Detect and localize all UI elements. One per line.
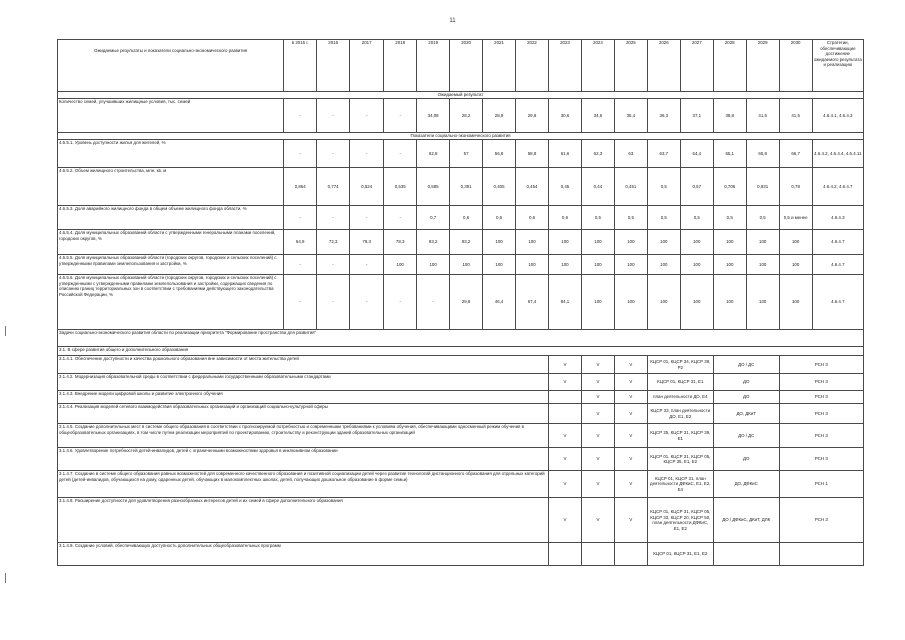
stage-mark: V bbox=[581, 374, 614, 391]
indicator-value: 0,5 bbox=[647, 168, 680, 206]
stage-mark: V bbox=[581, 498, 614, 543]
indicator-value: 38,8 bbox=[713, 99, 746, 133]
task-row bbox=[58, 448, 864, 471]
indicator-label: 4.6.5.3. Доля аварийного жилищного фонда в общем объеме жилищного фонда области, % bbox=[58, 206, 284, 230]
indicator-value: 0,585 bbox=[417, 168, 450, 206]
indicator-value: - bbox=[384, 206, 417, 230]
indicator-value: 34,6 bbox=[581, 99, 614, 133]
stage-mark: V bbox=[548, 448, 581, 471]
indicator-value: 62,8 bbox=[417, 140, 450, 168]
task-program: РСН 3 bbox=[779, 391, 863, 404]
indicator-value: 0,6 bbox=[450, 206, 483, 230]
indicator-value: 100 bbox=[516, 255, 549, 275]
strategy-ref: 4.6.4.3 bbox=[812, 206, 863, 230]
indicator-value: 0,864 bbox=[284, 168, 317, 206]
task-label: 3.1.4.7. Создание в системе общего образования равных возможностей для современного качественного образования и позитивной социализации детей через развитие технологий дистанционного образования для отдельных категорий детей (детей-инвалидов, обучающихся на дому, одаренных детей, обучающих в малокомплектных школах, детей, получающих дошкольное образование в форме семьи) bbox=[58, 471, 549, 498]
indicator-value: 0,6 bbox=[548, 206, 581, 230]
indicator-value: - bbox=[384, 99, 417, 133]
indicator-value: 0,5 bbox=[680, 206, 713, 230]
task-projects: КЦСР 25, КЦСР 31, КЦСР 39, Е1 bbox=[647, 424, 713, 448]
task-executors: ДО, ДФКиС bbox=[713, 471, 779, 498]
task-executors: ДО bbox=[713, 448, 779, 471]
indicator-value: - bbox=[317, 206, 350, 230]
indicator-row bbox=[58, 275, 864, 330]
year-header: 2022 bbox=[516, 40, 549, 92]
indicator-header: Ожидаемые результаты и показатели социально-экономического развития bbox=[58, 40, 284, 92]
indicator-value: 100 bbox=[713, 275, 746, 330]
indicator-value: 0,774 bbox=[317, 168, 350, 206]
indicator-value: 0,391 bbox=[450, 168, 483, 206]
indicator-value: - bbox=[284, 275, 317, 330]
task-projects: КЦСР 01, КЦСР 34, КЦСР 39, Р2 bbox=[647, 356, 713, 374]
margin-mark bbox=[5, 573, 6, 583]
indicator-value: - bbox=[284, 255, 317, 275]
strategy-ref: 4.6.4.1, 4.6.4.3 bbox=[812, 99, 863, 133]
indicator-value: 100 bbox=[647, 230, 680, 255]
task-program: РСН 3 bbox=[779, 356, 863, 374]
indicator-value: 100 bbox=[516, 230, 549, 255]
task-label: 3.1.4.5. Создание дополнительных мест в системе общего образования в соответствии с прогнозируемой потребностью и современными требованиями к условиям обучения, обеспечивающими односменный режим обучения в общеобразовательных организациях, в том числе путем реализации мероприятий по проектированию, строительству и реконструкции зданий образовательных организаций bbox=[58, 424, 549, 448]
stage-mark bbox=[548, 404, 581, 424]
year-header: 2028 bbox=[713, 40, 746, 92]
stage-mark: V bbox=[581, 404, 614, 424]
indicator-value: 67,4 bbox=[516, 275, 549, 330]
strategy-ref: 4.6.4.7 bbox=[812, 230, 863, 255]
indicator-value: 100 bbox=[746, 230, 779, 255]
indicator-value: 100 bbox=[713, 230, 746, 255]
indicator-value: 56,8 bbox=[483, 140, 516, 168]
task-label: 3.1.4.3. Внедрение модели цифровой школы и развитие электронного обучения bbox=[58, 391, 549, 404]
year-header: 2027 bbox=[680, 40, 713, 92]
task-projects: КЦСР 01, КЦСР 31, КЦСР 05, КЦСР 33, КЦСР 20, КЦСР 50, план деятельности ДФКиС, Е1, Е2 bbox=[647, 498, 713, 543]
task-label: 3.1.4.9. Создание условий, обеспечивающих доступность дополнительных общеобразовательных программ bbox=[58, 543, 549, 566]
indicator-value: 0,524 bbox=[350, 168, 384, 206]
year-header: 2016 bbox=[317, 40, 350, 92]
indicator-value: 100 bbox=[614, 230, 647, 255]
task-row bbox=[58, 374, 864, 391]
table-body bbox=[58, 40, 864, 566]
year-header: 2019 bbox=[417, 40, 450, 92]
indicator-row bbox=[58, 230, 864, 255]
indicator-value: 58,8 bbox=[516, 140, 549, 168]
task-row bbox=[58, 424, 864, 448]
task-program: РСН 3 bbox=[779, 374, 863, 391]
indicator-value: - bbox=[317, 255, 350, 275]
task-executors: ДО / ДФКиС, ДКиТ, ДЛК bbox=[713, 498, 779, 543]
stage-mark: V bbox=[548, 374, 581, 391]
indicator-value: - bbox=[350, 99, 384, 133]
stage-mark: V bbox=[581, 448, 614, 471]
indicator-row bbox=[58, 168, 864, 206]
indicator-value: 78,3 bbox=[350, 230, 384, 255]
indicator-value: 100 bbox=[483, 255, 516, 275]
task-executors: ДО bbox=[713, 374, 779, 391]
indicator-value: - bbox=[350, 275, 384, 330]
indicator-value: 37,1 bbox=[680, 99, 713, 133]
indicator-value: 0,5 bbox=[614, 206, 647, 230]
stage-mark: V bbox=[614, 498, 647, 543]
section-row bbox=[58, 330, 864, 347]
task-program: РСН 3 bbox=[779, 498, 863, 543]
year-header: 2025 bbox=[614, 40, 647, 92]
stage-mark: V bbox=[581, 424, 614, 448]
indicator-value: 61,6 bbox=[548, 140, 581, 168]
indicator-value: 93,2 bbox=[450, 230, 483, 255]
task-label: 3.1.4.4. Реализация моделей сетевого взаимодействия образовательных организаций и организаций социально-культурной сферы bbox=[58, 404, 549, 424]
indicator-value: - bbox=[384, 275, 417, 330]
task-row bbox=[58, 498, 864, 543]
task-executors bbox=[713, 543, 779, 566]
indicator-value: 0,5 bbox=[746, 206, 779, 230]
stage-mark: V bbox=[614, 471, 647, 498]
indicator-value: - bbox=[284, 140, 317, 168]
stage-mark bbox=[548, 391, 581, 404]
indicator-value: 100 bbox=[680, 230, 713, 255]
indicator-value: 28,9 bbox=[483, 99, 516, 133]
indicator-value: 0,454 bbox=[516, 168, 549, 206]
indicator-value: 63 bbox=[614, 140, 647, 168]
year-header: 2030 bbox=[779, 40, 812, 92]
indicator-value: 100 bbox=[647, 275, 680, 330]
indicator-value: 100 bbox=[581, 255, 614, 275]
indicator-value: 100 bbox=[647, 255, 680, 275]
indicator-row bbox=[58, 255, 864, 275]
margin-mark bbox=[5, 326, 6, 336]
task-row bbox=[58, 471, 864, 498]
task-row bbox=[58, 543, 864, 566]
indicator-value: 0,78 bbox=[779, 168, 812, 206]
indicator-value: 35,4 bbox=[614, 99, 647, 133]
indicator-value: 65,1 bbox=[713, 140, 746, 168]
task-program bbox=[779, 543, 863, 566]
page-number: 11 bbox=[449, 18, 456, 24]
stage-mark: V bbox=[581, 391, 614, 404]
indicator-value: 0,931 bbox=[746, 168, 779, 206]
task-executors: ДО / ДС bbox=[713, 424, 779, 448]
indicator-value: 100 bbox=[614, 255, 647, 275]
task-projects: КЦСР 01, КЦСР 31, Е1 bbox=[647, 374, 713, 391]
stage-mark: V bbox=[548, 498, 581, 543]
indicator-value: 78,3 bbox=[384, 230, 417, 255]
stage-mark: V bbox=[548, 356, 581, 374]
indicator-value: 46,4 bbox=[483, 275, 516, 330]
indicator-label: 4.6.5.4. Доля муниципальных образований области с утвержденными генеральными планами поселений, городских округов, % bbox=[58, 230, 284, 255]
year-header: 2024 bbox=[581, 40, 614, 92]
year-header: 2018 bbox=[384, 40, 417, 92]
indicator-value: - bbox=[317, 140, 350, 168]
indicator-value: - bbox=[317, 275, 350, 330]
indicator-value: 100 bbox=[581, 275, 614, 330]
indicator-value: 100 bbox=[713, 255, 746, 275]
indicator-value: - bbox=[417, 275, 450, 330]
stage-mark: V bbox=[614, 448, 647, 471]
indicator-value: 72,3 bbox=[317, 230, 350, 255]
indicator-value: 100 bbox=[417, 255, 450, 275]
task-executors: ДО, ДКиТ bbox=[713, 404, 779, 424]
indicator-value: 0,6 bbox=[483, 206, 516, 230]
stage-mark bbox=[548, 543, 581, 566]
indicator-value: 84,1 bbox=[548, 275, 581, 330]
indicator-value: 100 bbox=[548, 230, 581, 255]
stage-mark: V bbox=[614, 404, 647, 424]
stage-mark: V bbox=[581, 356, 614, 374]
year-header: 2021 bbox=[483, 40, 516, 92]
indicator-row bbox=[58, 140, 864, 168]
task-row bbox=[58, 391, 864, 404]
indicator-value: 57 bbox=[450, 140, 483, 168]
task-program: РСН 1 bbox=[779, 471, 863, 498]
indicator-label: 4.6.5.2. Объем жилищного строительства, млн. кв. м bbox=[58, 168, 284, 206]
indicator-row bbox=[58, 206, 864, 230]
indicator-value: 100 bbox=[680, 255, 713, 275]
indicator-value: - bbox=[384, 140, 417, 168]
indicator-value: 0,6 bbox=[516, 206, 549, 230]
section-education: 3.1. В сфере развития общего и дополнительного образования bbox=[58, 347, 864, 356]
task-projects: КЦСР 01, КЦСР 31, план деятельности ДФКиС, Е1, Е2, Е4 bbox=[647, 471, 713, 498]
indicator-value: 28,2 bbox=[450, 99, 483, 133]
indicator-value: 0,535 bbox=[384, 168, 417, 206]
task-executors: ДО bbox=[713, 391, 779, 404]
strategy-ref: 4.6.4.2, 4.6.4.7 bbox=[812, 168, 863, 206]
indicator-value: 36,3 bbox=[647, 99, 680, 133]
year-header: 2026 bbox=[647, 40, 680, 92]
task-program: РСН 3 bbox=[779, 448, 863, 471]
indicator-value: 65,8 bbox=[746, 140, 779, 168]
task-row bbox=[58, 356, 864, 374]
indicator-value: 0,45 bbox=[548, 168, 581, 206]
stage-mark bbox=[581, 543, 614, 566]
indicator-value: 0,7 bbox=[417, 206, 450, 230]
indicator-value: 63,7 bbox=[647, 140, 680, 168]
strategy-ref: 4.6.4.7 bbox=[812, 255, 863, 275]
indicator-value: 100 bbox=[450, 255, 483, 275]
task-label: 3.1.4.8. Расширение доступности для удовлетворения разнообразных интересов детей и их семей в сфере дополнительного образования bbox=[58, 498, 549, 543]
indicator-value: 29,8 bbox=[450, 275, 483, 330]
indicator-value: 100 bbox=[746, 255, 779, 275]
strategy-ref: 4.6.4.2, 4.6.4.4, 4.6.4.11 bbox=[812, 140, 863, 168]
year-header: 2020 bbox=[450, 40, 483, 92]
indicator-value: 0,405 bbox=[483, 168, 516, 206]
year-header: 2023 bbox=[548, 40, 581, 92]
task-program: РСН 3 bbox=[779, 424, 863, 448]
section-tasks: Задачи социально-экономического развития области по реализации приоритета "Формирование пространства для развития" bbox=[58, 330, 864, 347]
year-header: 2029 bbox=[746, 40, 779, 92]
indicator-value: - bbox=[284, 99, 317, 133]
indicator-label: 4.6.5.5. Доля муниципальных образований области (городских округов, городских и сельских поселений) с утвержденными правилами землепользования и застройки, % bbox=[58, 255, 284, 275]
indicator-value: 100 bbox=[483, 230, 516, 255]
year-header: 2017 bbox=[350, 40, 384, 92]
indicator-value: 0,44 bbox=[581, 168, 614, 206]
stage-mark: V bbox=[614, 391, 647, 404]
indicator-value: 29,8 bbox=[516, 99, 549, 133]
stage-mark: V bbox=[614, 374, 647, 391]
indicator-value: 34,08 bbox=[417, 99, 450, 133]
section-row bbox=[58, 133, 864, 140]
task-projects: КЦСР 01, КЦСР 31, Е1, Е2 bbox=[647, 543, 713, 566]
stage-mark: V bbox=[614, 356, 647, 374]
section-row bbox=[58, 347, 864, 356]
indicator-value: 41,5 bbox=[779, 99, 812, 133]
stage-mark: V bbox=[548, 471, 581, 498]
indicator-value: 0,5 bbox=[713, 206, 746, 230]
indicator-value: - bbox=[284, 206, 317, 230]
indicator-value: 100 bbox=[746, 275, 779, 330]
task-program: РСН 3 bbox=[779, 404, 863, 424]
stage-mark: V bbox=[614, 424, 647, 448]
task-projects: КЦСР 01, КЦСР 31, КЦСР 05, КЦСР 35, Е1, Е2 bbox=[647, 448, 713, 471]
stage-mark: V bbox=[581, 471, 614, 498]
year-header: в 2015 г. bbox=[284, 40, 317, 92]
indicator-value: - bbox=[350, 206, 384, 230]
task-projects: КЦСР 33, план деятельности ДО, Е1, Е2 bbox=[647, 404, 713, 424]
strategy-table bbox=[57, 39, 864, 566]
section-expected-result: Ожидаемый результат bbox=[58, 92, 864, 99]
indicator-value: 100 bbox=[779, 275, 812, 330]
indicator-value: - bbox=[317, 99, 350, 133]
indicator-value: 100 bbox=[548, 255, 581, 275]
indicator-value: 0,5 и менее bbox=[779, 206, 812, 230]
indicator-value: 0,57 bbox=[680, 168, 713, 206]
indicator-label: 4.6.5.1. Уровень доступности жилья для жителей, % bbox=[58, 140, 284, 168]
section-indicators: Показатели социально-экономического развития bbox=[58, 133, 864, 140]
indicator-value: 100 bbox=[680, 275, 713, 330]
indicator-value: 100 bbox=[581, 230, 614, 255]
indicator-label: 4.6.5.6. Доля муниципальных образований области (городских округов, городских и сельских поселений) с утвержденными с утвержденными правилами землепользования и застройки, содержащих сведения по описанию границ территориальных зон в соответствии с требованиями действующего законодательства Российской Федерации, % bbox=[58, 275, 284, 330]
indicator-value: - bbox=[350, 140, 384, 168]
task-projects: план деятельности ДО, Е4 bbox=[647, 391, 713, 404]
strategy-header: Стратегии, обеспечивающие достижение ожидаемого результата и реализацию bbox=[812, 40, 863, 92]
indicator-value: 0,451 bbox=[614, 168, 647, 206]
indicator-value: 62,3 bbox=[581, 140, 614, 168]
section-row bbox=[58, 92, 864, 99]
indicator-value: 64,9 bbox=[284, 230, 317, 255]
indicator-row bbox=[58, 99, 864, 133]
indicator-value: 0,5 bbox=[581, 206, 614, 230]
indicator-value: 64,4 bbox=[680, 140, 713, 168]
indicator-value: 0,5 bbox=[647, 206, 680, 230]
stage-mark bbox=[614, 543, 647, 566]
task-label: 3.1.4.6. Удовлетворение потребностей детей-инвалидов, детей с ограниченными возможностями здоровья в инклюзивном образовании bbox=[58, 448, 549, 471]
indicator-value: 0,706 bbox=[713, 168, 746, 206]
task-row bbox=[58, 404, 864, 424]
indicator-value: - bbox=[350, 255, 384, 275]
indicator-label: Количество семей, улучшивших жилищные условия, тыс. семей bbox=[58, 99, 284, 133]
task-executors: ДО / ДС bbox=[713, 356, 779, 374]
stage-mark: V bbox=[548, 424, 581, 448]
task-label: 3.1.4.2. Модернизация образовательной среды в соответствии с федеральными государственными образовательными стандартами bbox=[58, 374, 549, 391]
indicator-value: 66,7 bbox=[779, 140, 812, 168]
header-row bbox=[58, 40, 864, 92]
indicator-value: 41,5 bbox=[746, 99, 779, 133]
indicator-value: 100 bbox=[384, 255, 417, 275]
indicator-value: 100 bbox=[614, 275, 647, 330]
indicator-value: 100 bbox=[779, 230, 812, 255]
indicator-value: 100 bbox=[779, 255, 812, 275]
strategy-ref: 4.6.4.7 bbox=[812, 275, 863, 330]
indicator-value: 30,6 bbox=[548, 99, 581, 133]
task-label: 3.1.4.1. Обеспечение доступности и качества дошкольного образования вне зависимости от места жительства детей bbox=[58, 356, 549, 374]
indicator-value: 93,2 bbox=[417, 230, 450, 255]
